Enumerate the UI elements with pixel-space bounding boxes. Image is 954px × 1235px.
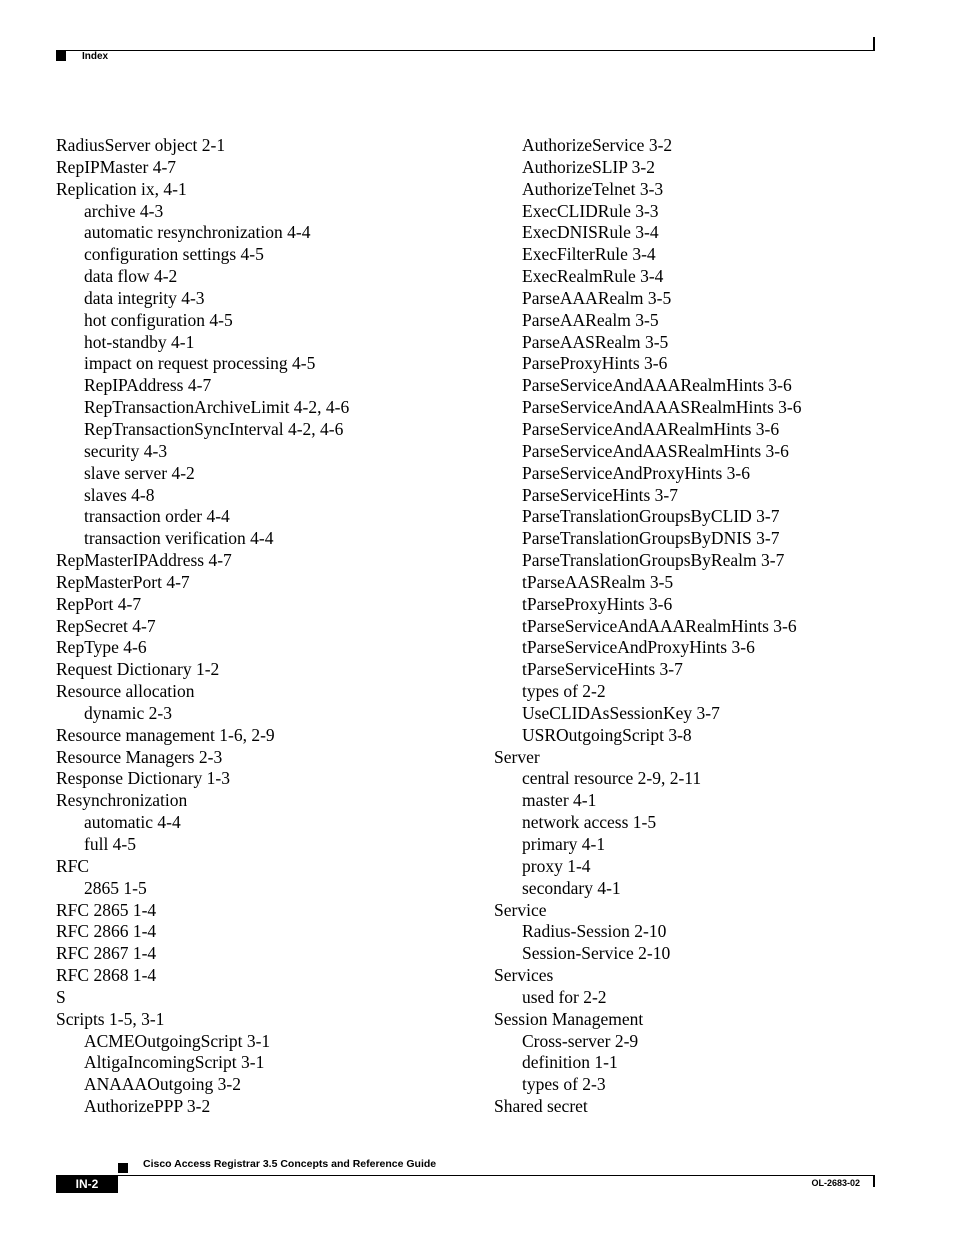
index-entry: RepSecret 4-7 bbox=[56, 615, 156, 636]
index-entry: S bbox=[56, 986, 66, 1007]
index-entry: Resource allocation bbox=[56, 681, 195, 702]
index-entry: RepIPMaster 4-7 bbox=[56, 156, 177, 177]
index-subentry: RepTransactionSyncInterval 4-2, 4-6 bbox=[84, 418, 344, 439]
index-entry: Server bbox=[494, 746, 540, 767]
index-entry: Shared secret bbox=[494, 1096, 588, 1117]
index-subentry: ANAAAOutgoing 3-2 bbox=[84, 1074, 242, 1095]
index-entry: Resource Managers 2-3 bbox=[56, 746, 223, 767]
index-subentry: impact on request processing 4-5 bbox=[84, 353, 316, 374]
index-subentry: ExecDNISRule 3-4 bbox=[522, 222, 659, 243]
index-subentry: Radius-Session 2-10 bbox=[522, 921, 667, 942]
index-subentry: Cross-server 2-9 bbox=[522, 1030, 639, 1051]
index-subentry: slave server 4-2 bbox=[84, 462, 195, 483]
index-entry: Services bbox=[494, 965, 554, 986]
index-entry: RFC 2868 1-4 bbox=[56, 965, 157, 986]
index-subentry: 2865 1-5 bbox=[84, 877, 147, 898]
index-subentry: definition 1-1 bbox=[522, 1052, 618, 1073]
index-entry: Replication ix, 4-1 bbox=[56, 178, 187, 199]
index-subentry: ParseTranslationGroupsByRealm 3-7 bbox=[522, 550, 785, 571]
index-subentry: AuthorizeTelnet 3-3 bbox=[522, 178, 664, 199]
index-subentry: UseCLIDAsSessionKey 3-7 bbox=[522, 702, 720, 723]
index-entry: RFC 2866 1-4 bbox=[56, 921, 157, 942]
index-subentry: AltigaIncomingScript 3-1 bbox=[84, 1052, 265, 1073]
index-entry: Scripts 1-5, 3-1 bbox=[56, 1008, 165, 1029]
index-subentry: tParseServiceHints 3-7 bbox=[522, 659, 683, 680]
header-rule bbox=[56, 50, 875, 51]
index-subentry: ParseTranslationGroupsByDNIS 3-7 bbox=[522, 528, 780, 549]
index-subentry: ParseProxyHints 3-6 bbox=[522, 353, 668, 374]
index-subentry: proxy 1-4 bbox=[522, 855, 591, 876]
footer-marker-square bbox=[118, 1163, 128, 1173]
footer-document-title: Cisco Access Registrar 3.5 Concepts and Reference Guide bbox=[143, 1158, 437, 1170]
index-subentry: primary 4-1 bbox=[522, 834, 606, 854]
index-entry: RFC 2865 1-4 bbox=[56, 899, 157, 920]
index-subentry: transaction verification 4-4 bbox=[84, 528, 274, 549]
index-subentry: automatic resynchronization 4-4 bbox=[84, 222, 311, 243]
index-subentry: network access 1-5 bbox=[522, 812, 657, 833]
index-subentry: archive 4-3 bbox=[84, 200, 164, 221]
index-entry: Resynchronization bbox=[56, 790, 188, 811]
index-entry: Request Dictionary 1-2 bbox=[56, 659, 220, 680]
index-entry: Service bbox=[494, 899, 547, 920]
index-subentry: ParseAAARealm 3-5 bbox=[522, 287, 672, 308]
index-subentry: tParseServiceAndProxyHints 3-6 bbox=[522, 637, 755, 658]
header-section-label: Index bbox=[82, 51, 109, 62]
index-subentry: Session-Service 2-10 bbox=[522, 943, 671, 964]
index-subentry: tParseServiceAndAAARealmHints 3-6 bbox=[522, 615, 797, 636]
index-subentry: ExecFilterRule 3-4 bbox=[522, 244, 656, 265]
index-subentry: types of 2-3 bbox=[522, 1074, 606, 1095]
index-subentry: tParseAASRealm 3-5 bbox=[522, 571, 674, 592]
index-subentry: ParseServiceHints 3-7 bbox=[522, 484, 679, 505]
index-subentry: configuration settings 4-5 bbox=[84, 244, 264, 265]
index-subentry: automatic 4-4 bbox=[84, 812, 181, 833]
index-subentry: ParseAARealm 3-5 bbox=[522, 309, 659, 330]
index-subentry: ParseServiceAndProxyHints 3-6 bbox=[522, 462, 750, 483]
index-entry: RepType 4-6 bbox=[56, 637, 147, 658]
index-subentry: RepIPAddress 4-7 bbox=[84, 375, 212, 396]
index-subentry: USROutgoingScript 3-8 bbox=[522, 724, 692, 745]
index-entry: RepMasterIPAddress 4-7 bbox=[56, 550, 232, 571]
footer-edge-tick bbox=[873, 1175, 875, 1187]
index-entry: RFC 2867 1-4 bbox=[56, 943, 157, 964]
index-subentry: ExecCLIDRule 3-3 bbox=[522, 200, 659, 221]
index-subentry: hot configuration 4-5 bbox=[84, 309, 233, 330]
footer-doc-number: OL-2683-02 bbox=[811, 1178, 860, 1188]
index-subentry: ParseServiceAndAAASRealmHints 3-6 bbox=[522, 397, 802, 418]
index-column-left bbox=[56, 135, 476, 1118]
index-entry: RadiusServer object 2-1 bbox=[56, 135, 226, 155]
index-entry: RepMasterPort 4-7 bbox=[56, 571, 190, 592]
index-subentry: ParseServiceAndAASRealmHints 3-6 bbox=[522, 440, 789, 461]
index-subentry: security 4-3 bbox=[84, 440, 168, 461]
index-column-right bbox=[494, 135, 914, 1118]
index-subentry: ACMEOutgoingScript 3-1 bbox=[84, 1030, 271, 1051]
index-subentry: AuthorizeSLIP 3-2 bbox=[522, 156, 656, 177]
index-subentry: ExecRealmRule 3-4 bbox=[522, 266, 664, 287]
footer-page-number: IN-2 bbox=[56, 1175, 118, 1193]
index-entry: Session Management bbox=[494, 1008, 644, 1029]
index-subentry: ParseServiceAndAARealmHints 3-6 bbox=[522, 418, 780, 439]
header-edge-tick bbox=[873, 37, 875, 51]
index-subentry: AuthorizePPP 3-2 bbox=[84, 1096, 211, 1117]
index-entry: Response Dictionary 1-3 bbox=[56, 768, 230, 789]
index-subentry: ParseTranslationGroupsByCLID 3-7 bbox=[522, 506, 780, 527]
index-subentry: ParseServiceAndAAARealmHints 3-6 bbox=[522, 375, 792, 396]
index-subentry: ParseAASRealm 3-5 bbox=[522, 331, 669, 352]
index-entry: RFC bbox=[56, 855, 90, 876]
index-subentry: central resource 2-9, 2-11 bbox=[522, 768, 702, 789]
index-subentry: full 4-5 bbox=[84, 834, 137, 854]
index-subentry: data integrity 4-3 bbox=[84, 287, 205, 308]
footer-rule bbox=[56, 1175, 875, 1176]
index-subentry: tParseProxyHints 3-6 bbox=[522, 593, 673, 614]
index-subentry: AuthorizeService 3-2 bbox=[522, 135, 673, 155]
index-subentry: types of 2-2 bbox=[522, 681, 606, 702]
index-subentry: hot-standby 4-1 bbox=[84, 331, 195, 352]
index-subentry: slaves 4-8 bbox=[84, 484, 155, 505]
index-subentry: used for 2-2 bbox=[522, 986, 607, 1007]
index-subentry: master 4-1 bbox=[522, 790, 597, 811]
index-subentry: secondary 4-1 bbox=[522, 877, 621, 898]
index-subentry: RepTransactionArchiveLimit 4-2, 4-6 bbox=[84, 397, 350, 418]
index-subentry: data flow 4-2 bbox=[84, 266, 178, 287]
header-marker-square bbox=[56, 51, 66, 61]
index-entry: Resource management 1-6, 2-9 bbox=[56, 724, 275, 745]
index-subentry: transaction order 4-4 bbox=[84, 506, 230, 527]
index-subentry: dynamic 2-3 bbox=[84, 702, 172, 723]
index-entry: RepPort 4-7 bbox=[56, 593, 142, 614]
